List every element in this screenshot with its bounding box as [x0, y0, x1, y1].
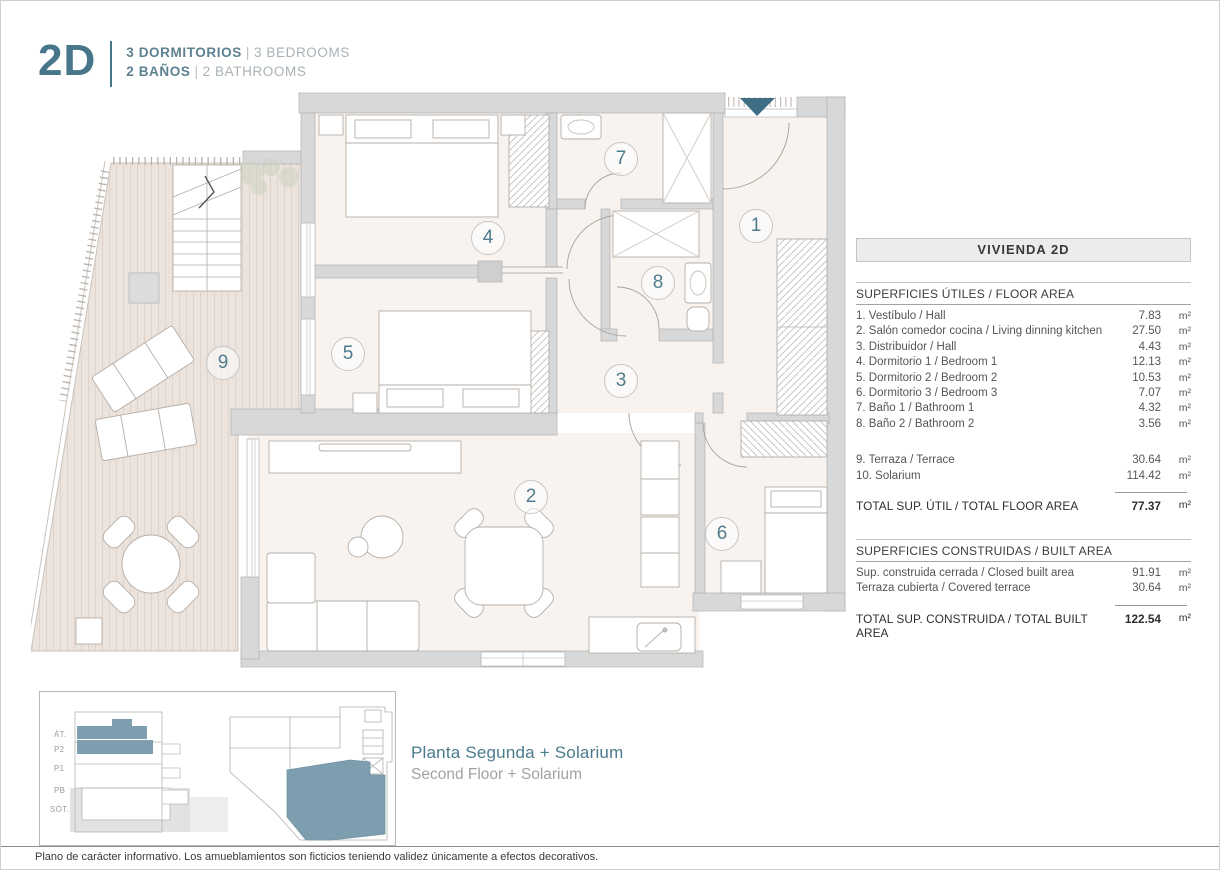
terrace-box	[76, 618, 102, 644]
floor-label-sotano: SÓT.	[50, 805, 69, 814]
area-row	[856, 340, 1191, 355]
built-area-section	[856, 539, 1191, 640]
plan-caption	[411, 743, 623, 784]
area-row	[856, 324, 1191, 339]
total-built-area-row	[856, 606, 1191, 640]
area-row-unit: m²	[1178, 356, 1191, 369]
area-row-label: 5. Dormitorio 2 / Bedroom 2	[856, 371, 998, 384]
bathrooms-es: 2 BAÑOS	[126, 64, 191, 79]
area-row-unit: m²	[1178, 402, 1191, 415]
total-label: TOTAL SUP. ÚTIL / TOTAL FLOOR AREA	[856, 499, 1079, 514]
floor-label-atico: ÁT.	[54, 730, 67, 739]
floor-label-pb: PB	[54, 786, 66, 795]
area-row-value: 30.64	[1132, 582, 1161, 595]
floor-plan	[31, 86, 846, 671]
header	[38, 36, 350, 87]
floor-label-p1: P1	[54, 764, 65, 773]
outdoor-area-rows	[856, 449, 1191, 484]
area-row-unit: m²	[1178, 371, 1191, 384]
area-row-value: 114.42	[1126, 469, 1161, 482]
header-divider	[110, 41, 112, 87]
area-row-unit: m²	[1178, 454, 1191, 467]
area-row-label: 4. Dormitorio 1 / Bedroom 1	[856, 356, 998, 369]
room-label-bathroom2: 8	[641, 266, 675, 300]
area-row-label: Terraza cubierta / Covered terrace	[856, 582, 1031, 595]
area-row	[856, 453, 1191, 468]
site-plan	[230, 707, 392, 840]
bed-double	[353, 311, 531, 413]
room-label-living: 2	[514, 480, 548, 514]
area-row-unit: m²	[1178, 582, 1191, 595]
caption-es: Planta Segunda + Solarium	[411, 743, 624, 762]
room-label-vestibule: 1	[739, 209, 773, 243]
separator: |	[245, 45, 250, 60]
total-unit: m²	[1178, 611, 1191, 624]
area-row-unit: m²	[1178, 469, 1191, 482]
area-row-label: 8. Baño 2 / Bathroom 2	[856, 417, 975, 430]
total-floor-area-row	[856, 493, 1191, 513]
area-row	[856, 309, 1191, 324]
area-row	[856, 417, 1191, 432]
bathrooms-en: 2 BATHROOMS	[202, 64, 307, 79]
area-row-value: 27.50	[1132, 325, 1161, 338]
room-label-bedroom1: 4	[471, 221, 505, 255]
area-row-value: 4.43	[1138, 340, 1161, 353]
area-row-unit: m²	[1178, 567, 1191, 580]
area-row-label: 9. Terraza / Terrace	[856, 454, 955, 467]
staircase	[173, 165, 241, 291]
area-row-value: 30.64	[1132, 454, 1161, 467]
bed-double	[319, 115, 525, 217]
area-row-unit: m²	[1178, 325, 1191, 338]
area-row-value: 7.07	[1138, 387, 1161, 400]
area-row-label: 1. Vestíbulo / Hall	[856, 310, 946, 322]
planter	[129, 273, 159, 303]
highlighted-floors	[77, 719, 153, 754]
floor-area-section	[856, 282, 1191, 513]
bedrooms-line	[126, 43, 350, 62]
area-row	[856, 469, 1191, 484]
area-row-label: 2. Salón comedor cocina / Living dinning kitchen	[856, 325, 1103, 338]
area-row	[856, 371, 1191, 386]
kitchen-sink	[637, 623, 681, 651]
area-row-value: 4.32	[1138, 402, 1161, 415]
area-row-unit: m²	[1178, 310, 1191, 322]
area-row	[856, 355, 1191, 370]
area-row-label: 6. Dormitorio 3 / Bedroom 3	[856, 387, 998, 400]
disclaimer: Plano de carácter informativo. Los amueblamientos son ficticios teniendo validez únicamente a efectos decorativos.	[35, 851, 599, 863]
area-row-value: 7.83	[1138, 310, 1161, 322]
area-row	[856, 386, 1191, 401]
area-row	[856, 581, 1191, 596]
area-row-label: 3. Distribuidor / Hall	[856, 340, 957, 353]
room-label-terrace: 9	[206, 346, 240, 380]
area-row-label: 7. Baño 1 / Bathroom 1	[856, 402, 975, 415]
footer-divider	[1, 846, 1219, 847]
total-unit: m²	[1178, 499, 1191, 512]
unit-title: VIVIENDA 2D	[856, 238, 1191, 262]
bedrooms-es: 3 DORMITORIOS	[126, 45, 242, 60]
area-row-value: 91.91	[1132, 567, 1161, 580]
floor-area-section-title: SUPERFICIES ÚTILES / FLOOR AREA	[856, 282, 1191, 305]
minimap-drawing	[40, 692, 395, 845]
room-label-bedroom2: 5	[331, 337, 365, 371]
area-row-label: Sup. construida cerrada / Closed built area	[856, 567, 1074, 580]
room-label-bedroom3: 6	[705, 517, 739, 551]
area-row-unit: m²	[1178, 417, 1191, 430]
area-row	[856, 401, 1191, 416]
floor-area-rows	[856, 305, 1191, 432]
floor-label-p2: P2	[54, 745, 65, 754]
area-row-unit: m²	[1178, 387, 1191, 400]
building-section	[70, 712, 228, 832]
highlighted-unit	[287, 760, 385, 840]
bedrooms-en: 3 BEDROOMS	[253, 45, 350, 60]
dining-table	[465, 527, 543, 605]
total-label: TOTAL SUP. CONSTRUIDA / TOTAL BUILT AREA	[856, 611, 1088, 640]
room-label-hall: 3	[604, 364, 638, 398]
built-area-rows	[856, 562, 1191, 597]
floor-plan-drawing	[31, 86, 846, 671]
total-value: 77.37	[1131, 499, 1161, 514]
area-row-value: 12.13	[1132, 356, 1161, 369]
location-minimap	[39, 691, 396, 846]
area-row-value: 10.53	[1132, 371, 1161, 384]
area-row	[856, 566, 1191, 581]
area-row-unit: m²	[1178, 340, 1191, 353]
caption-en: Second Floor + Solarium	[411, 766, 583, 783]
total-value: 122.54	[1124, 611, 1161, 626]
area-row-label: 10. Solarium	[856, 469, 921, 482]
area-table-panel	[856, 238, 1191, 640]
area-row-value: 3.56	[1138, 417, 1161, 430]
bathrooms-line	[126, 62, 350, 81]
built-area-section-title: SUPERFICIES CONSTRUIDAS / BUILT AREA	[856, 539, 1191, 562]
room-label-bathroom1: 7	[604, 142, 638, 176]
unit-code: 2D	[38, 36, 97, 85]
separator: |	[194, 64, 199, 79]
